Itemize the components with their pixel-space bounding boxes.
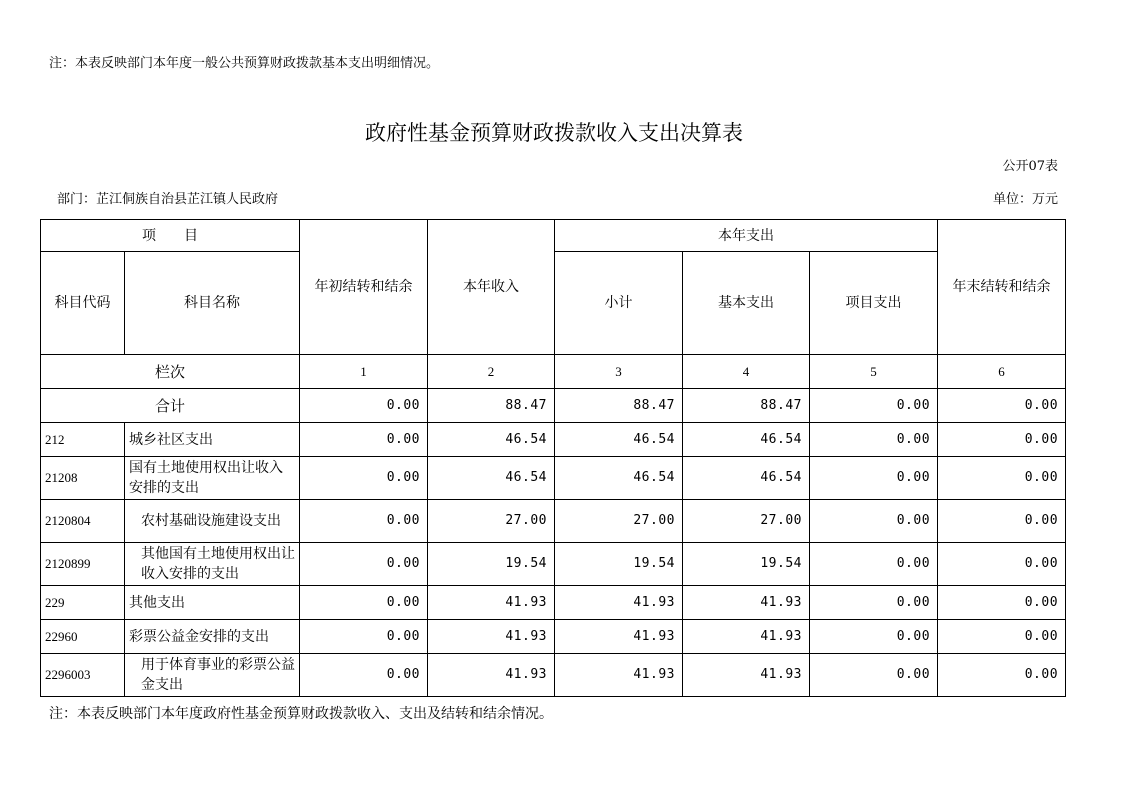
- header-item: 项 目: [41, 220, 300, 252]
- subject-name: 农村基础设施建设支出: [125, 500, 300, 543]
- total-value: 88.47: [683, 389, 810, 423]
- cell-value: 0.00: [938, 500, 1066, 543]
- top-note: 注：本表反映部门本年度一般公共预算财政拨款基本支出明细情况。: [49, 56, 440, 71]
- cell-value: 41.93: [683, 620, 810, 654]
- subject-name: 其他国有土地使用权出让收入安排的支出: [125, 543, 300, 586]
- cell-value: 0.00: [300, 620, 428, 654]
- cell-value: 0.00: [938, 586, 1066, 620]
- cell-value: 0.00: [300, 500, 428, 543]
- cell-value: 0.00: [810, 586, 938, 620]
- total-row: [41, 389, 1066, 423]
- cell-value: 19.54: [683, 543, 810, 586]
- header-current-income: 本年收入: [428, 220, 555, 355]
- cell-value: 0.00: [810, 500, 938, 543]
- total-value: 88.47: [555, 389, 683, 423]
- bottom-note: 注：本表反映部门本年度政府性基金预算财政拨款收入、支出及结转和结余情况。: [49, 706, 553, 722]
- total-value: 0.00: [810, 389, 938, 423]
- cell-value: 27.00: [683, 500, 810, 543]
- cell-value: 0.00: [810, 654, 938, 697]
- column-number: 2: [428, 355, 555, 389]
- cell-value: 0.00: [300, 423, 428, 457]
- cell-value: 0.00: [300, 654, 428, 697]
- cell-value: 0.00: [810, 457, 938, 500]
- column-number-label: 栏次: [41, 355, 300, 389]
- column-number: 6: [938, 355, 1066, 389]
- subject-name: 其他支出: [125, 586, 300, 620]
- subject-code: 22960: [41, 620, 125, 654]
- subject-name: 用于体育事业的彩票公益金支出: [125, 654, 300, 697]
- cell-value: 0.00: [938, 457, 1066, 500]
- cell-value: 27.00: [555, 500, 683, 543]
- cell-value: 46.54: [555, 457, 683, 500]
- column-number-row: [41, 355, 1066, 389]
- table-row: [41, 654, 1066, 697]
- column-number: 3: [555, 355, 683, 389]
- cell-value: 27.00: [428, 500, 555, 543]
- header-project-expenditure: 项目支出: [810, 252, 938, 355]
- cell-value: 0.00: [810, 620, 938, 654]
- column-number: 5: [810, 355, 938, 389]
- table-row: [41, 543, 1066, 586]
- cell-value: 19.54: [555, 543, 683, 586]
- subject-code: 21208: [41, 457, 125, 500]
- subject-code: 2120804: [41, 500, 125, 543]
- fund-budget-table: [40, 219, 1066, 697]
- header-row-1: [41, 220, 1066, 252]
- cell-value: 0.00: [300, 586, 428, 620]
- total-value: 88.47: [428, 389, 555, 423]
- subject-name: 城乡社区支出: [125, 423, 300, 457]
- subject-code: 229: [41, 586, 125, 620]
- cell-value: 0.00: [938, 543, 1066, 586]
- total-value: 0.00: [300, 389, 428, 423]
- cell-value: 41.93: [683, 654, 810, 697]
- unit-label: 单位：万元: [992, 192, 1058, 207]
- table-code: 公开07表: [1002, 159, 1058, 174]
- column-number: 4: [683, 355, 810, 389]
- header-beginning-balance: 年初结转和结余: [300, 220, 428, 355]
- cell-value: 41.93: [428, 586, 555, 620]
- header-ending-balance: 年末结转和结余: [938, 220, 1066, 355]
- table-row: [41, 586, 1066, 620]
- table-row: [41, 500, 1066, 543]
- cell-value: 46.54: [683, 423, 810, 457]
- cell-value: 41.93: [555, 654, 683, 697]
- cell-value: 41.93: [555, 620, 683, 654]
- header-subject-name: 科目名称: [125, 252, 300, 355]
- cell-value: 0.00: [300, 543, 428, 586]
- table-row: [41, 457, 1066, 500]
- header-current-year-expenditure: 本年支出: [555, 220, 938, 252]
- subject-code: 2120899: [41, 543, 125, 586]
- table-row: [41, 620, 1066, 654]
- table-row: [41, 423, 1066, 457]
- cell-value: 41.93: [683, 586, 810, 620]
- column-number: 1: [300, 355, 428, 389]
- subject-name: 彩票公益金安排的支出: [125, 620, 300, 654]
- cell-value: 0.00: [938, 423, 1066, 457]
- cell-value: 41.93: [555, 586, 683, 620]
- cell-value: 46.54: [683, 457, 810, 500]
- cell-value: 46.54: [428, 423, 555, 457]
- header-subject-code: 科目代码: [41, 252, 125, 355]
- cell-value: 0.00: [810, 543, 938, 586]
- total-label: 合计: [41, 389, 300, 423]
- cell-value: 41.93: [428, 620, 555, 654]
- page-title: 政府性基金预算财政拨款收入支出决算表: [365, 121, 743, 145]
- subject-code: 212: [41, 423, 125, 457]
- cell-value: 46.54: [555, 423, 683, 457]
- cell-value: 41.93: [428, 654, 555, 697]
- header-subtotal: 小计: [555, 252, 683, 355]
- cell-value: 0.00: [938, 620, 1066, 654]
- cell-value: 46.54: [428, 457, 555, 500]
- department-label: 部门：芷江侗族自治县芷江镇人民政府: [57, 192, 279, 207]
- subject-code: 2296003: [41, 654, 125, 697]
- cell-value: 0.00: [938, 654, 1066, 697]
- cell-value: 0.00: [300, 457, 428, 500]
- subject-name: 国有土地使用权出让收入安排的支出: [125, 457, 300, 500]
- total-value: 0.00: [938, 389, 1066, 423]
- header-basic-expenditure: 基本支出: [683, 252, 810, 355]
- cell-value: 19.54: [428, 543, 555, 586]
- cell-value: 0.00: [810, 423, 938, 457]
